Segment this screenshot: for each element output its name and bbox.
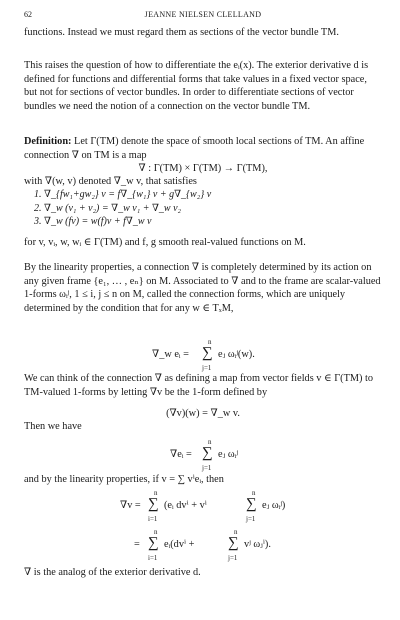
eq2-rhs: eⱼ ωᵢʲ bbox=[218, 449, 238, 460]
paragraph-4: By the linearity properties, a connection ∇ is completely determined by its action on any given frame {e₁, … , eₙ} on M. Associated to ∇ and to the frame are scalar-valued 1-forms ωᵢʲ, 1 ≤ i, j ≤ n on M, called the connection forms, which are uniquely determined by the condition that for any w ∈ TₓM, bbox=[24, 262, 381, 314]
nabla-v-definition: (∇v)(w) = ∇_w v. bbox=[166, 408, 240, 419]
eq3-lower-limit-2: j=1 bbox=[246, 515, 256, 523]
eq4-sum-1: ∑ bbox=[148, 535, 159, 551]
paragraph-5: We can think of the connection ∇ as defining a map from vector fields v ∈ Γ(TM) to TM-valued 1-forms by letting ∇v be the 1-form defined by bbox=[24, 373, 374, 398]
eq3-rhs-a: (eᵢ dvⁱ + vⁱ bbox=[164, 500, 207, 511]
eq4-rhs-b: vʲ ωⱼⁱ). bbox=[244, 539, 271, 550]
running-head: JEANNE NIELSEN CLELLAND bbox=[144, 10, 262, 19]
eq4-lower-limit-2: j=1 bbox=[228, 554, 238, 562]
definition-label: Definition: bbox=[24, 136, 72, 147]
with-line: with ∇(w, v) denoted ∇_w v, that satisfies bbox=[24, 176, 197, 187]
paragraph-3: for v, vᵢ, w, wᵢ ∈ Γ(TM) and f, g smooth real-valued functions on M. bbox=[24, 237, 306, 248]
eq4-upper-limit-1: n bbox=[154, 528, 158, 536]
eq4-rhs-a: eᵢ(dvⁱ + bbox=[164, 539, 195, 550]
paragraph-6: and by the linearity properties, if v = ∑ vⁱeᵢ, then bbox=[24, 474, 224, 485]
property-2: 2. ∇_w (v₁ + v₂) = ∇_w v₁ + ∇_w v₂ bbox=[44, 202, 211, 216]
connection-map: ∇ : Γ(TM) × Γ(TM) → Γ(TM), bbox=[138, 163, 268, 174]
eq2-upper-limit: n bbox=[208, 438, 212, 446]
eq3-upper-limit-2: n bbox=[252, 489, 256, 497]
eq4-lhs: = bbox=[134, 539, 140, 550]
eq1-lhs: ∇_w eᵢ = bbox=[152, 349, 189, 360]
eq3-lhs: ∇v = bbox=[120, 500, 141, 511]
eq1-rhs: eⱼ ωᵢʲ(w). bbox=[218, 349, 255, 360]
eq2-lower-limit: j=1 bbox=[202, 464, 212, 472]
paragraph-7: ∇ is the analog of the exterior derivative d. bbox=[24, 567, 201, 578]
connection-properties bbox=[26, 188, 211, 229]
paragraph-2: This raises the question of how to differentiate the eᵢ(x). The exterior derivative d is defined for functions and differential forms that take values in a fixed vector space, but not for sections of vector bundles. In order to differentiate sections of vector bundles we need the notion of a connection on the vector bundle TM. bbox=[24, 60, 369, 112]
eq1-upper-limit: n bbox=[208, 338, 212, 346]
document-page bbox=[24, 8, 382, 614]
eq2-lhs: ∇eᵢ = bbox=[170, 449, 192, 460]
eq4-upper-limit-2: n bbox=[234, 528, 238, 536]
property-1: 1. ∇_{fw₁+gw₂} v = f∇_{w₁} v + g∇_{w₂} v bbox=[44, 188, 211, 202]
page-number: 62 bbox=[24, 10, 32, 19]
then-we-have: Then we have bbox=[24, 421, 82, 432]
property-3: 3. ∇_w (fv) = w(f)v + f∇_w v bbox=[44, 215, 211, 229]
definition-text: Let Γ(TM) denote the space of smooth local sections of TM. An affine connection ∇ on TM is a map bbox=[24, 136, 365, 161]
eq3-sum-1: ∑ bbox=[148, 496, 159, 512]
eq4-lower-limit-1: i=1 bbox=[148, 554, 158, 562]
eq3-upper-limit-1: n bbox=[154, 489, 158, 497]
eq3-sum-2: ∑ bbox=[246, 496, 257, 512]
paragraph-1: functions. Instead we must regard them as sections of the vector bundle TM. bbox=[24, 27, 339, 38]
eq1-lower-limit: j=1 bbox=[202, 364, 212, 372]
eq2-sum: ∑ bbox=[202, 445, 213, 461]
eq4-sum-2: ∑ bbox=[228, 535, 239, 551]
eq3-rhs-b: eⱼ ωᵢʲ) bbox=[262, 500, 286, 511]
eq1-sum: ∑ bbox=[202, 345, 213, 361]
definition bbox=[24, 135, 382, 162]
eq3-lower-limit-1: i=1 bbox=[148, 515, 158, 523]
running-header bbox=[24, 8, 382, 24]
